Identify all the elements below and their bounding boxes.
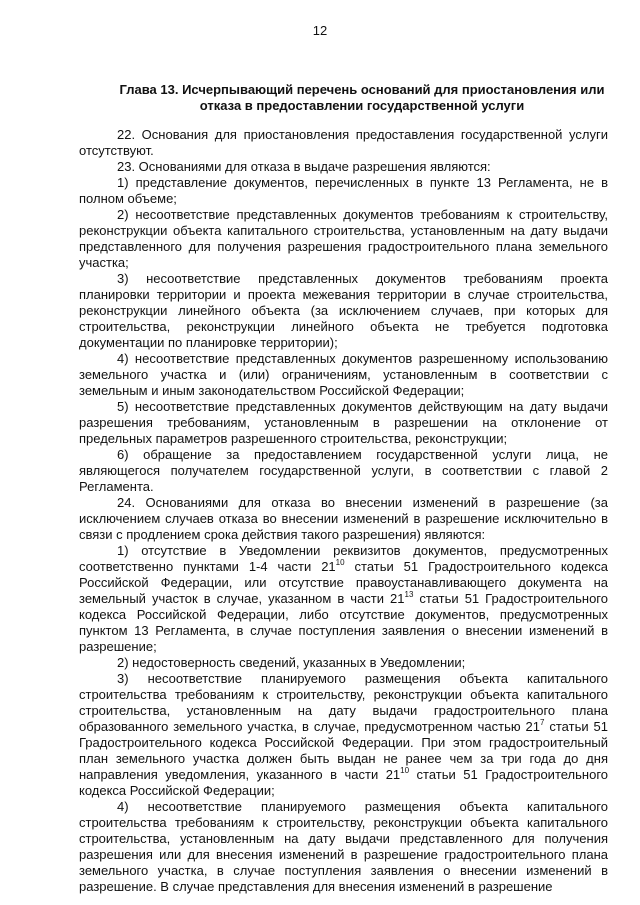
item-1-text-a: 1) отсутствие в Уведомлении реквизитов документов, предусмотренных соответственно пунктами 1-4 части 21 xyxy=(79,543,608,574)
item-1-text-c: статьи 51 Градостроительного кодекса Российской Федерации, либо отсутствие документов, предусмотренных пунктом 13 Регламента, в случае поступления заявления о внесении изменений в разрешение; xyxy=(79,591,608,654)
paragraph-22: 22. Основания для приостановления предоставления государственной услуги отсутствуют. xyxy=(79,127,608,158)
paragraph-23-item-1: 1) представление документов, перечисленных в пункте 13 Регламента, не в полном объеме; xyxy=(79,175,608,206)
paragraph-23-item-6: 6) обращение за предоставлением государственной услуги лица, не являющегося получателем государственной услуги, в соответствии с главой 2 Регламента. xyxy=(79,447,608,494)
chapter-title: Глава 13. Исчерпывающий перечень оснований для приостановления или отказа в предоставлении государственной услуги xyxy=(119,82,605,113)
paragraph-23-item-2: 2) несоответствие представленных документов требованиям к строительству, реконструкции объекта капитального строительства, установленным на дату выдачи представленного для получения разрешения градостроительного плана земельного участка; xyxy=(79,207,608,270)
item-1-superscript-b: 13 xyxy=(404,589,414,599)
paragraph-24-item-4: 4) несоответствие планируемого размещения объекта капитального строительства требованиям к строительству, реконструкции объекта капитального строительства, установленным на дату выдачи представленного для получения разрешения или для внесения изменений в разрешение градостроительного плана земельного участка, в случае поступления заявления о внесении изменений в разрешение. В случае представления для внесения изменений в разрешение xyxy=(79,799,608,894)
paragraph-23-item-3: 3) несоответствие представленных документов требованиям проекта планировки территории и проекта межевания территории в случае строительства, реконструкции линейного объекта (за исключением случаев, при которых для строительства, реконструкции линейного объекта не требуется подготовка документации по планировке территории); xyxy=(79,271,608,350)
paragraph-24-item-1 xyxy=(79,543,608,655)
paragraph-23-item-4: 4) несоответствие представленных документов разрешенному использованию земельного участка и (или) ограничениям, установленным в соответствии с земельным и иным законодательством Российской Федерации; xyxy=(79,351,608,398)
item-3-superscript-b: 10 xyxy=(400,765,410,775)
item-3-superscript-a: 7 xyxy=(540,717,545,727)
page-number: 12 xyxy=(312,23,328,38)
item-1-text-b: статьи 51 Градостроительного кодекса Российской Федерации, или отсутствие правоустанавливающего документа на земельный участок в случае, указанном в части 21 xyxy=(79,559,608,606)
document-body xyxy=(79,127,608,895)
paragraph-23-item-5: 5) несоответствие представленных документов действующим на дату выдачи разрешения требованиям, установленным в разрешении на отклонение от предельных параметров разрешенного строительства, реконструкции; xyxy=(79,399,608,446)
item-3-text-b: статьи 51 Градостроительного кодекса Российской Федерации. При этом градостроительный план земельного участка должен быть выдан не ранее чем за три года до дня направления уведомления, указанного в части 21 xyxy=(79,719,608,782)
paragraph-24: 24. Основаниями для отказа во внесении изменений в разрешение (за исключением случаев отказа во внесении изменений в разрешение исключительно в связи с продлением срока действия такого разрешения) являются: xyxy=(79,495,608,542)
paragraph-24-item-3 xyxy=(79,671,608,799)
item-3-text-a: 3) несоответствие планируемого размещения объекта капитального строительства требованиям к строительству, реконструкции объекта капитального строительства, установленным на дату выдачи градостроительного плана образованного земельного участка, в случае, предусмотренном частью 21 xyxy=(79,671,608,734)
paragraph-24-item-2: 2) недостоверность сведений, указанных в Уведомлении; xyxy=(117,655,466,670)
item-1-superscript-a: 10 xyxy=(335,557,345,567)
item-3-text-c: статьи 51 Градостроительного кодекса Российской Федерации; xyxy=(79,767,609,798)
paragraph-23: 23. Основаниями для отказа в выдаче разрешения являются: xyxy=(117,159,491,174)
